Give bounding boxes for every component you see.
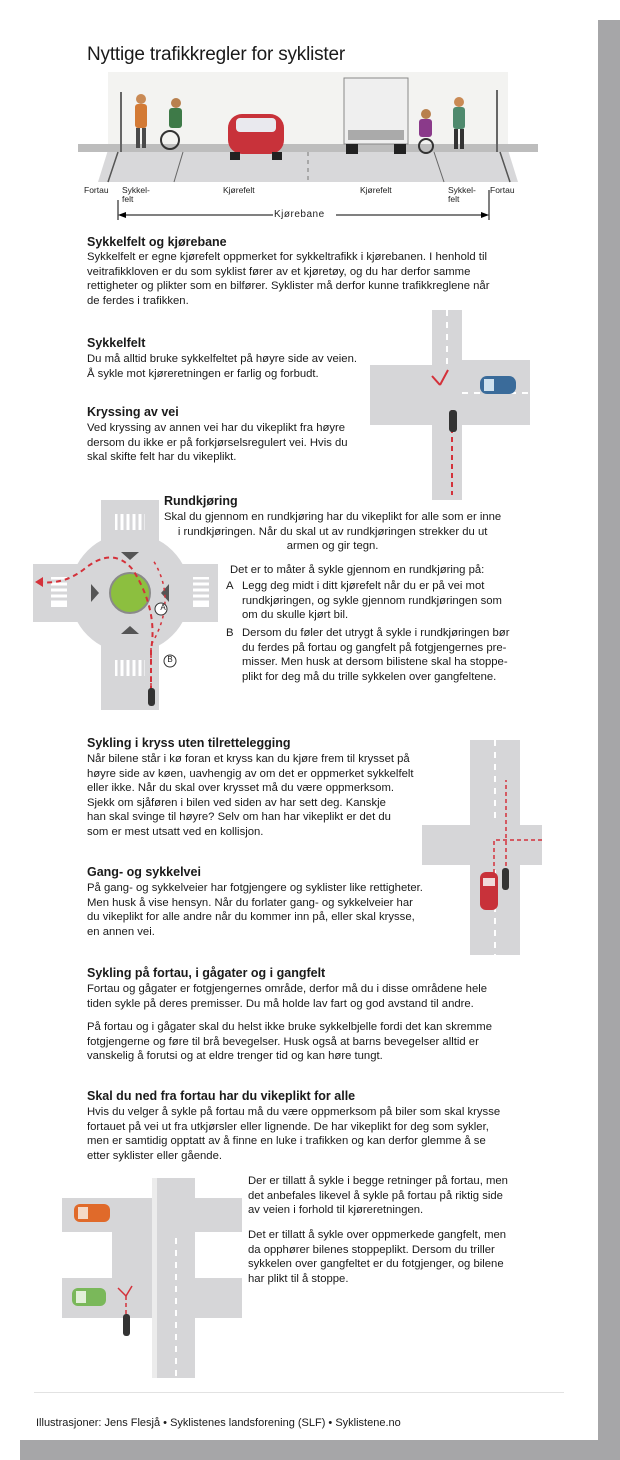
text-sykkelfelt: Du må alltid bruke sykkelfeltet på høyre side av veien. Å sykle mot kjøreretningen er farlig og forbudt. bbox=[87, 353, 357, 380]
footer-divider bbox=[34, 1392, 564, 1393]
footer-credits: Illustrasjoner: Jens Flesjå • Syklistenes landsforening (SLF) • Syklistene.no bbox=[36, 1417, 401, 1429]
option-b-text: Dersom du føler det utrygt å sykle i rundkjøringen bør du ferdes på fortau og gangfelt på fotgjengernes pre- misser. Men husk at dersom bilistene skal ha stoppe- plikt for deg må du trille sykkelen over gangfeltene. bbox=[242, 627, 510, 683]
label-kjorebane: Kjørebane bbox=[274, 209, 325, 220]
text-rundkjoring-intro: Det er to måter å sykle gjennom en rundkjøring på: bbox=[230, 564, 485, 576]
t-junction-two-cars-illustration bbox=[62, 1178, 242, 1378]
label-sykkelfelt-left: Sykkel- felt bbox=[122, 185, 150, 204]
heading-sykling-pa-fortau: Sykling på fortau, i gågater og i gangfelt bbox=[87, 966, 326, 980]
heading-gang-og-sykkelvei: Gang- og sykkelvei bbox=[87, 865, 201, 879]
text-rundkjoring: Skal du gjennom en rundkjøring har du vikeplikt for alle som er inne i rundkjøringen. Når du skal ut av rundkjøringen strekker du ut armen og gir tegn. bbox=[164, 511, 502, 553]
text-sykkelfelt-og-kjorebane: Sykkelfelt er egne kjørefelt oppmerket for sykkeltrafikk i kjørebanen. I henhold til veitrafikkloven er du som syklist fører av et kjøretøy, og du har derfor samme rettigheter og plikter som en bilfører. Syklister må derfor kunne trafikkreglene når de ferdes i trafikken. bbox=[87, 251, 490, 307]
roundabout-marker-a: A bbox=[160, 603, 166, 612]
page-title: Nyttige trafikkregler for syklister bbox=[87, 44, 346, 65]
label-fortau-left: Fortau bbox=[84, 185, 109, 195]
label-kjorefelt-left: Kjørefelt bbox=[223, 185, 255, 195]
label-sykkelfelt-right: Sykkel- felt bbox=[448, 185, 476, 204]
page-shadow-right bbox=[598, 20, 620, 1460]
heading-sykkelfelt: Sykkelfelt bbox=[87, 336, 146, 350]
heading-vikeplikt-fortau: Skal du ned fra fortau har du vikeplikt for alle bbox=[87, 1089, 356, 1103]
heading-kryssing-av-vei: Kryssing av vei bbox=[87, 405, 179, 419]
heading-rundkjoring: Rundkjøring bbox=[164, 494, 238, 508]
heading-sykling-i-kryss: Sykling i kryss uten tilrettelegging bbox=[87, 736, 291, 750]
option-a-text: Legg deg midt i ditt kjørefelt når du er på vei mot rundkjøringen, og sykle gjennom rundkjøringen som om du skulle kjørt bil. bbox=[242, 580, 502, 622]
crossroads-illustration bbox=[422, 740, 542, 955]
text-gang-og-sykkelvei: På gang- og sykkelveier har fotgjengere og syklister like rettigheter. Men husk å vise hensyn. Når du forlater gang- og sykkelveier har du vikeplikt for alle andre når du kommer inn på, eller skal krysse, en annen vei. bbox=[87, 882, 423, 938]
label-fortau-right: Fortau bbox=[490, 185, 515, 195]
roundabout-marker-b: B bbox=[167, 655, 173, 664]
text-sykling-pa-fortau-2: På fortau og i gågater skal du helst ikke bruke sykkelbjelle fordi det kan skremme fotgjengerne og føre til brå bevegelser. Husk også at barns bevegelser alltid er vanskelig å forutsi og at eldre trenger tid og kan høre tungt. bbox=[87, 1021, 493, 1063]
option-b-letter: B bbox=[226, 627, 234, 639]
t-junction-illustration bbox=[370, 310, 530, 500]
text-kryssing-av-vei: Ved kryssing av annen vei har du vikeplikt fra høyre dersom du ikke er på forkjørselsregulert vei. Hvis du skal skifte felt har du vikeplikt. bbox=[87, 422, 348, 464]
option-a-letter: A bbox=[226, 580, 234, 592]
text-sykling-pa-fortau: Fortau og gågater er fotgjengernes område, derfor må du i disse områdene hele tiden sykle på deres premisser. Du må holde lav fart og god avstand til andre. bbox=[87, 983, 488, 1010]
text-vikeplikt-fortau: Hvis du velger å sykle på fortau må du være oppmerksom på biler som skal krysse fortauet på vei ut fra utkjørsler eller lignende. De har vikeplikt for deg som sykler, men er samtidig opptatt av å finne en luke i trafikken og kan derfor glemme å se etter syklister eller gående. bbox=[87, 1106, 501, 1162]
text-begge-retninger: Der er tillatt å sykle i begge retninger på fortau, men det anbefales likevel å sykle på fortau på riktig side av veien i forhold til kjøreretningen. bbox=[248, 1175, 508, 1217]
label-kjorefelt-right: Kjørefelt bbox=[360, 185, 392, 195]
heading-sykkelfelt-og-kjorebane: Sykkelfelt og kjørebane bbox=[87, 235, 227, 249]
page-shadow-bottom bbox=[20, 1440, 620, 1460]
text-oppmerkede-gangfelt: Det er tillatt å sykle over oppmerkede gangfelt, men da opphører bilenes stoppeplikt. Dersom du triller sykkelen over gangfeltet er du fotgjenger, og bilene har plikt til å stoppe. bbox=[248, 1229, 507, 1285]
text-sykling-i-kryss: Når bilene står i kø foran et kryss kan du kjøre frem til krysset på høyre side av køen, uavhengig av om det er oppmerket sykkelfelt eller ikke. Når du skal over krysset må du være oppmerksom. Sjekk om sjåføren i bilen ved siden av har sett deg. Kanskje han skal svinge til høyre? Selv om han har vikeplikt er det du som er mest utsatt ved en kollisjon. bbox=[87, 753, 414, 838]
